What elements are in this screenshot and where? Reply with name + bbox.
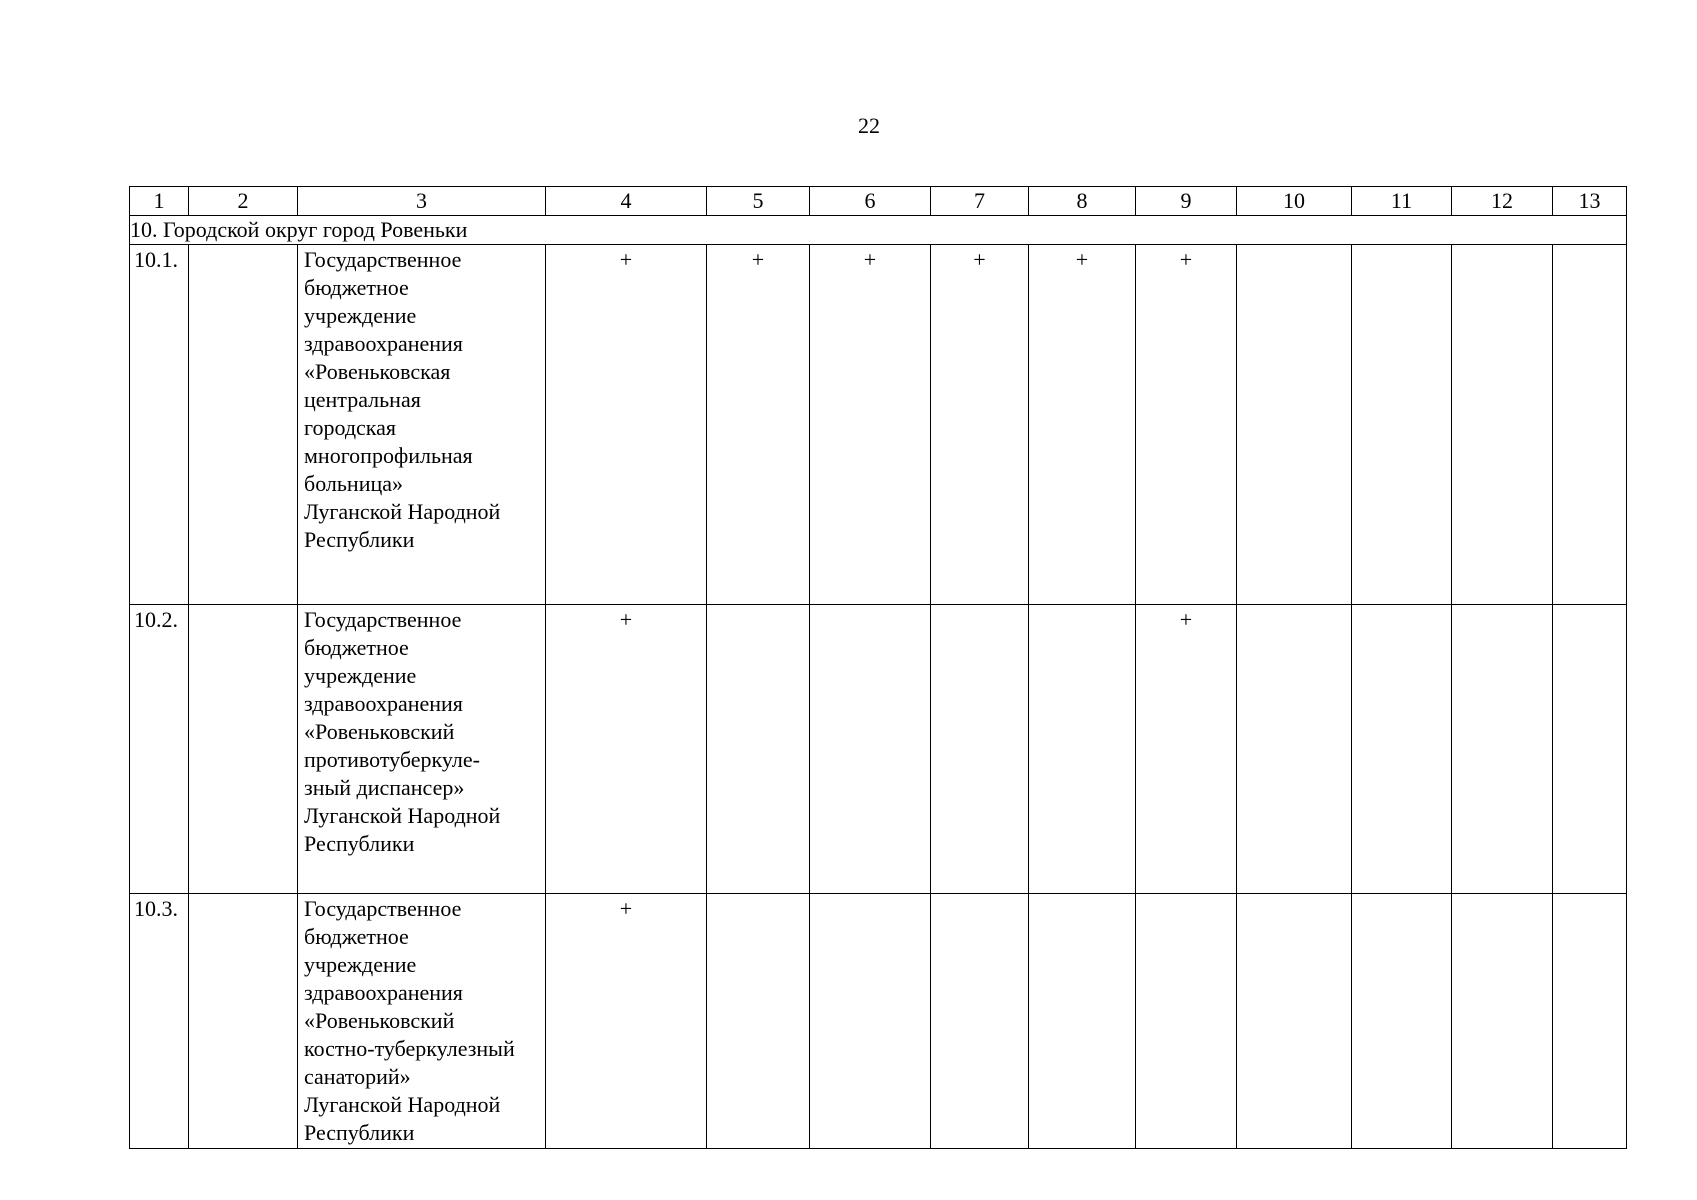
header-cell: 11 xyxy=(1352,187,1452,216)
facility-name-line: санаторий» xyxy=(304,1064,411,1089)
facility-name-line: здравоохранения xyxy=(304,331,463,356)
mark-cell xyxy=(707,605,810,894)
facility-name-line: учреждение xyxy=(304,663,417,688)
mark-cell: + xyxy=(546,245,707,605)
header-cell: 4 xyxy=(546,187,707,216)
mark-cell xyxy=(1553,605,1627,894)
facility-name-line: бюджетное xyxy=(304,275,409,300)
facilities-table xyxy=(129,186,1627,1149)
facility-name-line: «Ровеньковский xyxy=(304,1008,455,1033)
facility-name-line: Государственное xyxy=(304,607,462,632)
header-cell: 6 xyxy=(810,187,931,216)
mark-cell: + xyxy=(707,245,810,605)
facility-name-line: зный диспансер» xyxy=(304,775,465,800)
facility-name-line: больница» xyxy=(304,471,403,496)
table-row xyxy=(130,605,1627,894)
mark-cell xyxy=(931,894,1029,1149)
table-row xyxy=(130,894,1627,1149)
facility-name-line: Луганской Народной xyxy=(304,499,501,524)
header-cell: 1 xyxy=(130,187,189,216)
mark-cell xyxy=(810,894,931,1149)
header-cell: 10 xyxy=(1237,187,1352,216)
header-cell: 8 xyxy=(1029,187,1136,216)
mark-cell xyxy=(1452,894,1553,1149)
header-cell: 5 xyxy=(707,187,810,216)
facility-name-line: многопрофильная xyxy=(304,443,473,468)
header-cell: 13 xyxy=(1553,187,1627,216)
row-number: 10.3. xyxy=(130,894,189,1149)
facility-name-line: Республики xyxy=(304,831,415,856)
mark-cell: + xyxy=(546,894,707,1149)
section-row xyxy=(130,216,1627,245)
facility-name-line: городская xyxy=(304,415,397,440)
mark-cell xyxy=(1029,605,1136,894)
header-cell: 12 xyxy=(1452,187,1553,216)
facility-name-line: бюджетное xyxy=(304,635,409,660)
facility-name-line: Государственное xyxy=(304,247,462,272)
mark-cell xyxy=(1352,245,1452,605)
facility-name-line: Республики xyxy=(304,1120,415,1145)
mark-cell xyxy=(1136,894,1237,1149)
facility-name-line: «Ровеньковская xyxy=(304,359,451,384)
facility-name-line: учреждение xyxy=(304,303,417,328)
mark-cell xyxy=(1352,605,1452,894)
mark-cell xyxy=(810,605,931,894)
facility-name xyxy=(298,894,546,1149)
mark-cell: + xyxy=(1136,605,1237,894)
facility-name-line: центральная xyxy=(304,387,421,412)
mark-cell: + xyxy=(1136,245,1237,605)
mark-cell: + xyxy=(810,245,931,605)
facility-name xyxy=(298,605,546,894)
facility-name-line: «Ровеньковский xyxy=(304,719,455,744)
row-col2 xyxy=(189,605,298,894)
header-cell: 9 xyxy=(1136,187,1237,216)
mark-cell xyxy=(1237,245,1352,605)
header-cell: 3 xyxy=(298,187,546,216)
mark-cell xyxy=(1352,894,1452,1149)
facility-name-line: Луганской Народной xyxy=(304,1092,501,1117)
facility-name-line: Республики xyxy=(304,527,415,552)
mark-cell xyxy=(1237,894,1352,1149)
mark-cell: + xyxy=(546,605,707,894)
header-cell: 7 xyxy=(931,187,1029,216)
mark-cell xyxy=(1029,894,1136,1149)
header-cell: 2 xyxy=(189,187,298,216)
facility-name-line: Луганской Народной xyxy=(304,803,501,828)
mark-cell xyxy=(1452,245,1553,605)
row-number: 10.2. xyxy=(130,605,189,894)
page-number: 22 xyxy=(858,113,880,138)
facility-name-line: учреждение xyxy=(304,952,417,977)
facility-name-line: здравоохранения xyxy=(304,691,463,716)
facility-name-line: противотуберкуле- xyxy=(304,747,480,772)
header-row xyxy=(130,187,1627,216)
row-col2 xyxy=(189,894,298,1149)
facility-name xyxy=(298,245,546,605)
table-row xyxy=(130,245,1627,605)
mark-cell xyxy=(1237,605,1352,894)
facility-name-line: костно-туберкулезный xyxy=(304,1036,515,1061)
mark-cell xyxy=(931,605,1029,894)
mark-cell xyxy=(707,894,810,1149)
mark-cell: + xyxy=(1029,245,1136,605)
mark-cell xyxy=(1452,605,1553,894)
mark-cell: + xyxy=(931,245,1029,605)
mark-cell xyxy=(1553,894,1627,1149)
facility-name-line: бюджетное xyxy=(304,924,409,949)
row-col2 xyxy=(189,245,298,605)
section-title: 10. Городской округ город Ровеньки xyxy=(130,216,1627,245)
mark-cell xyxy=(1553,245,1627,605)
facility-name-line: Государственное xyxy=(304,896,462,921)
row-number: 10.1. xyxy=(130,245,189,605)
facility-name-line: здравоохранения xyxy=(304,980,463,1005)
